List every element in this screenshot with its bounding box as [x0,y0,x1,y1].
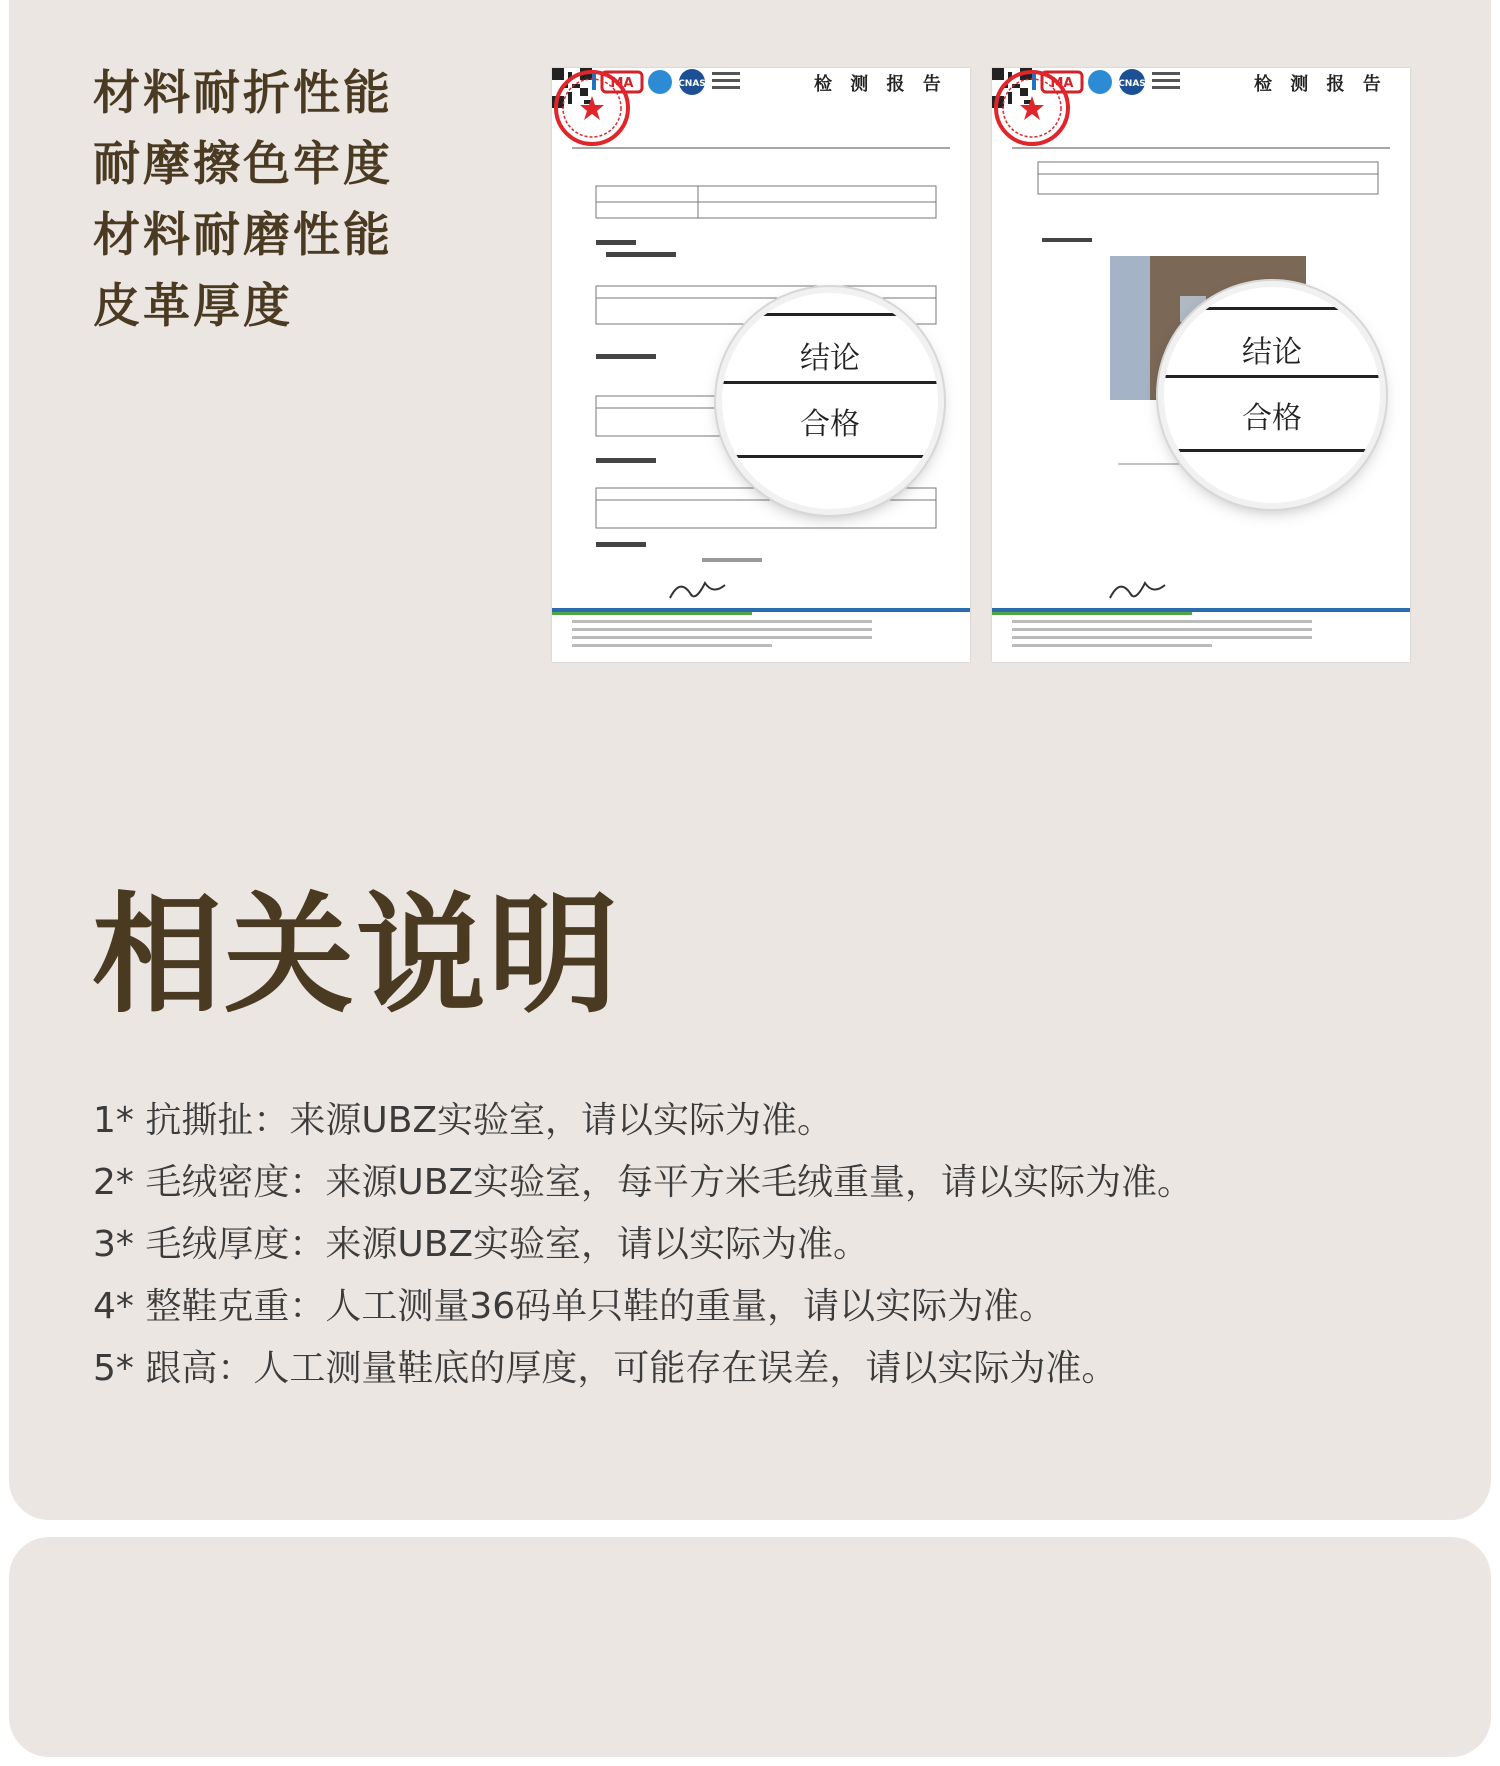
report-title: 检 测 报 告 [814,74,947,95]
feature-list [93,58,393,342]
section-title: 相关说明 [92,879,621,1031]
magnifier-label: 结论 [1242,335,1302,370]
notes-list [93,1090,1193,1400]
feature-item: 材料耐折性能 [93,66,393,121]
magnifier-conclusion [722,293,938,509]
logo-cnas-text: CNAS [1118,79,1146,89]
logo-ma-text: MA [610,76,634,91]
report-title: 检 测 报 告 [1254,74,1387,95]
red-seal-icon [992,68,1072,148]
magnifier-result: 合格 [1242,401,1302,436]
logo-cnas-text: CNAS [678,79,706,89]
feature-item: 耐摩擦色牢度 [93,137,393,192]
magnifier-result: 合格 [800,407,860,442]
bottom-card [9,1537,1491,1757]
test-report-image [552,68,970,662]
feature-item: 皮革厚度 [93,279,293,334]
logo-ma-text: MA [1050,76,1074,91]
feature-item: 材料耐磨性能 [93,208,393,263]
note-item: 1* 抗撕扯：来源UBZ实验室，请以实际为准。 [93,1100,834,1141]
note-item: 5* 跟高：人工测量鞋底的厚度，可能存在误差，请以实际为准。 [93,1348,1118,1389]
note-item: 2* 毛绒密度：来源UBZ实验室，每平方米毛绒重量，请以实际为准。 [93,1162,1194,1203]
test-report-image [992,68,1410,662]
red-seal-icon [552,68,632,148]
note-item: 3* 毛绒厚度：来源UBZ实验室，请以实际为准。 [93,1224,870,1265]
note-item: 4* 整鞋克重：人工测量36码单只鞋的重量，请以实际为准。 [93,1286,1056,1327]
magnifier-conclusion [1164,287,1380,503]
magnifier-label: 结论 [800,341,860,376]
